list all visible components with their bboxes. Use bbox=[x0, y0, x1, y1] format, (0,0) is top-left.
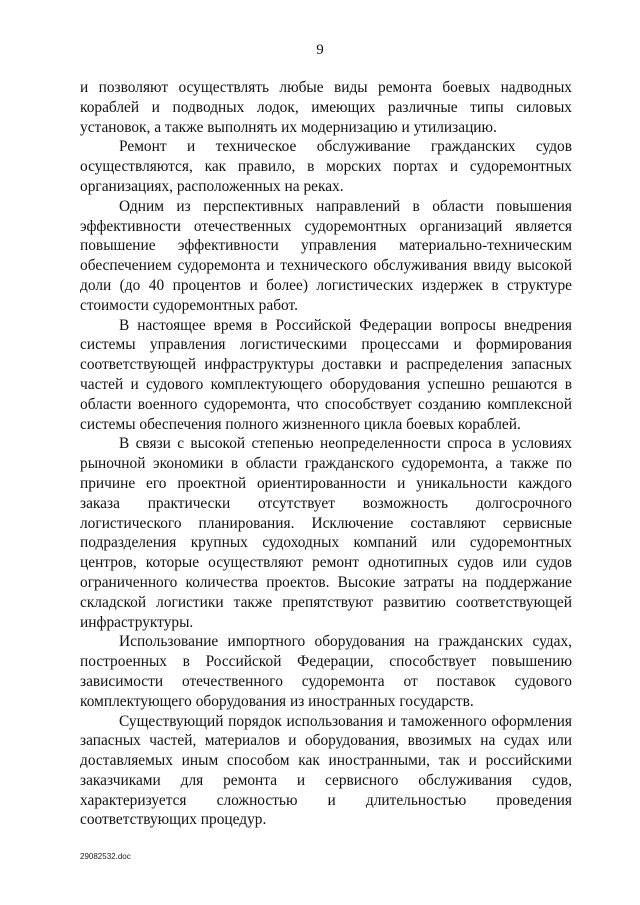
page-number: 9 bbox=[316, 42, 324, 58]
paragraph-efficiency: Одним из перспективных направлений в области повышения эффективности отечественных судоремонтных организаций является повышение эффективности управления материально-техническим обеспечением судоремонта и технического обслуживания ввиду высокой доли (до 40 процентов и более) логистических издержек в структуре стоимости судоремонтных работ. bbox=[80, 197, 572, 314]
file-name-footer: 29082532.doc bbox=[80, 852, 131, 861]
paragraph-import-equipment: Использование импортного оборудования на гражданских судах, построенных в Российской Федерации, способствует повышению зависимости отечественного судоремонта от поставок судового комплектующего оборудования из иностранных государств. bbox=[80, 633, 572, 710]
paragraph-ship-repair-ports: Ремонт и техническое обслуживание гражданских судов осуществляются, как правило, в морских портах и судоремонтных организациях, расположенных на реках. bbox=[80, 138, 572, 195]
paragraph-continuation: и позволяют осуществлять любые виды ремонта боевых надводных кораблей и подводных лодок, имеющих различные типы силовых установок, а также выполнять их модернизацию и утилизацию. bbox=[80, 79, 572, 136]
paragraph-demand-uncertainty: В связи с высокой степенью неопределенности спроса в условиях рыночной экономики в области гражданского судоремонта, а также по причине его проектной ориентированности и уникальности каждого заказа практически отсутствует возможность долгосрочного логистического планирования. Исключение составляют сервисные подразделения крупных судоходных компаний или судоремонтных центров, которые осуществляют ремонт однотипных судов или судов ограниченного количества проектов. Высокие затраты на поддержание складской логистики также препятствуют развитию соответствующей инфраструктуры. bbox=[80, 435, 572, 631]
paragraph-logistics-military: В настоящее время в Российской Федерации вопросы внедрения системы управления логистическими процессами и формирования соответствующей инфраструктуры доставки и распределения запасных частей и судового комплектующего оборудования успешно решаются в области военного судоремонта, что способствует созданию комплексной системы обеспечения полного жизненного цикла боевых кораблей. bbox=[80, 316, 572, 433]
paragraph-customs-procedure: Существующий порядок использования и таможенного оформления запасных частей, материалов и оборудования, ввозимых на судах или доставляемых иным способом как иностранными, так и российскими заказчиками для ремонта и сервисного обслуживания судов, характеризуется сложностью и длительностью проведения соответствующих процедур. bbox=[80, 712, 572, 829]
document-body bbox=[80, 78, 572, 830]
